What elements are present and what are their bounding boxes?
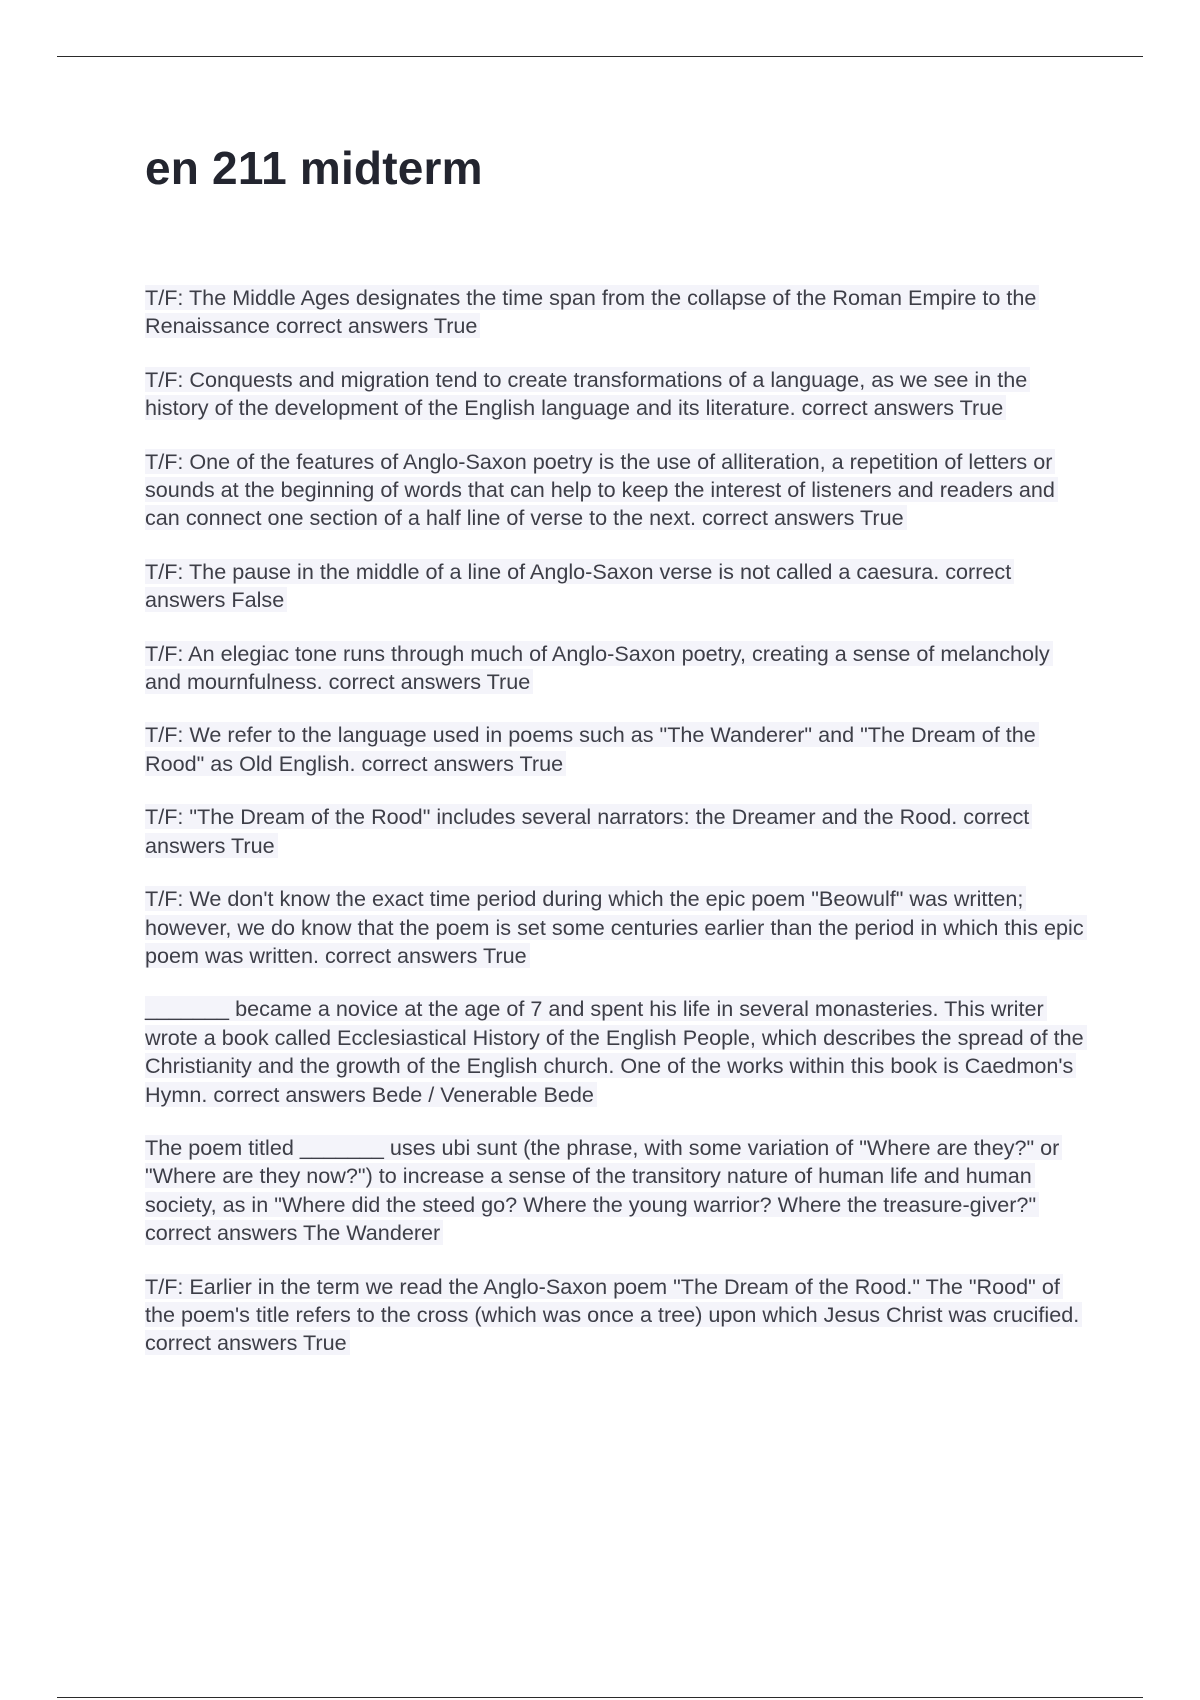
document-title: en 211 midterm (145, 142, 483, 194)
question-text: T/F: Earlier in the term we read the Anglo-Saxon poem "The Dream of the Rood." The "Rood" of the poem's title refers to the cross (which was once a tree) upon which Jesus Christ was crucified. correct answers True (145, 1274, 1082, 1356)
question-text: T/F: We refer to the language used in poems such as "The Wanderer" and "The Dream of the Rood" as Old English. correct answers True (145, 722, 1039, 775)
question-list (145, 284, 1087, 1383)
question-item (145, 803, 1087, 860)
question-text: T/F: The pause in the middle of a line of Anglo-Saxon verse is not called a caesura. correct answers False (145, 559, 1014, 612)
question-item (145, 558, 1087, 615)
question-item (145, 1273, 1087, 1358)
question-item (145, 284, 1087, 341)
question-item (145, 1134, 1087, 1248)
question-text: T/F: Conquests and migration tend to create transformations of a language, as we see in the history of the development of the English language and its literature. correct answers True (145, 367, 1030, 420)
question-text: _______ became a novice at the age of 7 and spent his life in several monasteries. This writer wrote a book called Ecclesiastical History of the English People, which describes the spread of the Christianity and the growth of the English church. One of the works within this book is Caedmon's Hymn. correct answers Bede / Venerable Bede (145, 996, 1087, 1106)
question-text: T/F: An elegiac tone runs through much of Anglo-Saxon poetry, creating a sense of melancholy and mournfulness. correct answers True (145, 641, 1053, 694)
question-item (145, 885, 1087, 970)
question-text: T/F: We don't know the exact time period during which the epic poem "Beowulf" was written; however, we do know that the poem is set some centuries earlier than the period in which this epic poem was written. correct answers True (145, 886, 1087, 968)
question-item (145, 640, 1087, 697)
question-text: T/F: The Middle Ages designates the time span from the collapse of the Roman Empire to the Renaissance correct answers True (145, 285, 1039, 338)
question-item (145, 448, 1087, 533)
question-text: T/F: One of the features of Anglo-Saxon poetry is the use of alliteration, a repetition of letters or sounds at the beginning of words that can help to keep the interest of listeners and readers and can connect one section of a half line of verse to the next. correct answers True (145, 449, 1058, 531)
question-item (145, 995, 1087, 1109)
question-text: T/F: "The Dream of the Rood" includes several narrators: the Dreamer and the Rood. correct answers True (145, 804, 1032, 857)
question-item (145, 721, 1087, 778)
question-item (145, 366, 1087, 423)
question-text: The poem titled _______ uses ubi sunt (the phrase, with some variation of "Where are they?" or "Where are they now?") to increase a sense of the transitory nature of human life and human society, as in "Where did the steed go? Where the young warrior? Where the treasure-giver?" correct answers The Wanderer (145, 1135, 1062, 1245)
footer-rule (57, 1697, 1143, 1698)
header-rule (57, 56, 1143, 57)
